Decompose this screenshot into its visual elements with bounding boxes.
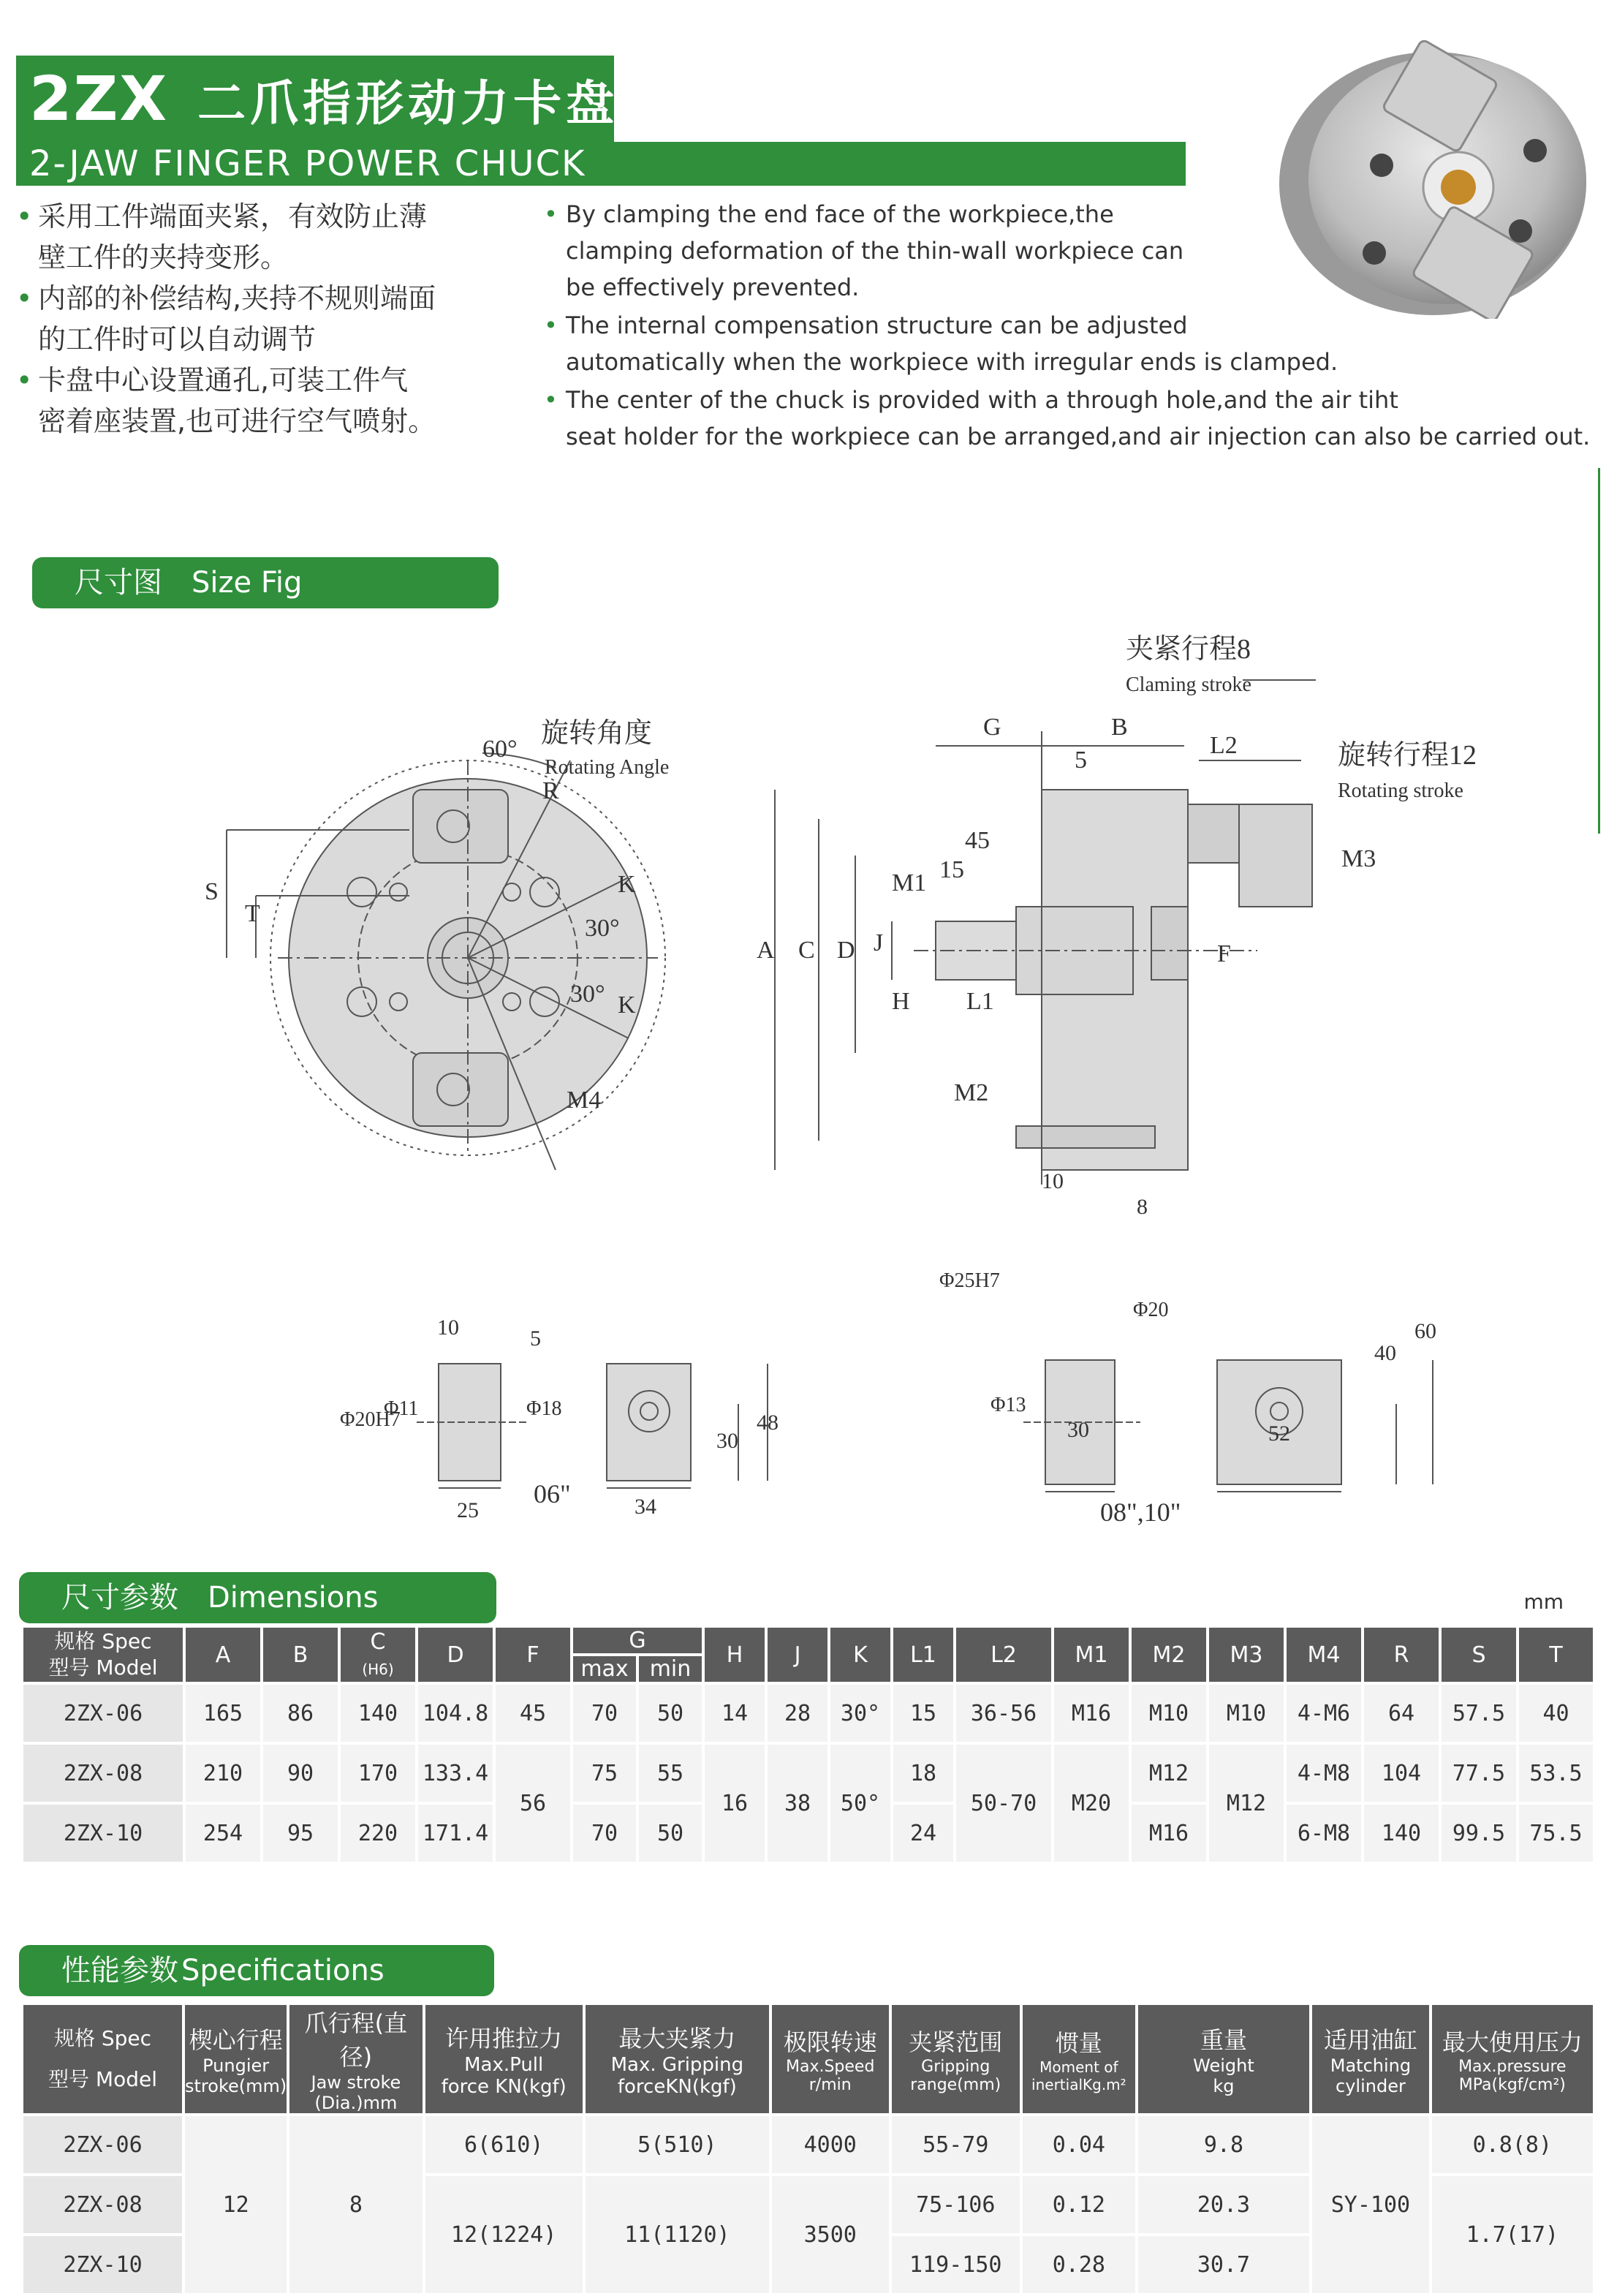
th-cylinder: 适用油缸 Matching cylinder — [1311, 2004, 1430, 2115]
label-M1: M1 — [892, 869, 927, 896]
label-H: H — [892, 988, 910, 1015]
th-M3: M3 — [1208, 1626, 1285, 1683]
label-M2: M2 — [954, 1079, 989, 1106]
label-rotating-angle-en: Rotating Angle — [545, 756, 670, 779]
th-spec-model: 规格 Spec 型号 Model — [22, 1626, 184, 1683]
label-C: C — [798, 937, 815, 964]
th-J: J — [766, 1626, 829, 1683]
label-45: 45 — [965, 827, 990, 854]
label-angle-30a: 30° — [585, 915, 620, 942]
label-T: T — [245, 900, 260, 927]
th-range: 夹紧范围 Gripping range(mm) — [890, 2004, 1021, 2115]
feature-en-2: • The internal compensation structure can be adjusted automatically when the workpiece with irregular ends is clamped. — [544, 307, 1596, 380]
jaw06-phi18: Φ18 — [526, 1397, 562, 1420]
th-pressure: 最大使用压力 Max.pressure MPa(kgf/cm²) — [1431, 2004, 1594, 2115]
jaw06-d10: 10 — [437, 1315, 459, 1340]
jaw08-phi20: Φ20 — [1133, 1299, 1169, 1321]
jaw08-caption: 08",10" — [1100, 1498, 1181, 1527]
label-L2: L2 — [1210, 732, 1238, 759]
th-pull: 许用推拉力 Max.Pull force KN(kgf) — [424, 2004, 584, 2115]
jaw08-d52: 52 — [1268, 1421, 1290, 1446]
th-M2: M2 — [1130, 1626, 1208, 1683]
th-spec-model-2: 规格 Spec 型号 Model — [22, 2004, 183, 2115]
label-B: B — [1111, 714, 1128, 741]
size-drawing — [0, 614, 1606, 1565]
section-dimensions: 尺寸参数 Dimensions — [19, 1572, 496, 1623]
th-G-min: min — [637, 1655, 703, 1683]
jaw08-d8: 8 — [1137, 1195, 1148, 1219]
th-L1: L1 — [892, 1626, 955, 1683]
th-weight: 重量 Weight kg — [1137, 2004, 1311, 2115]
feature-cn-1: • 采用工件端面夹紧，有效防止薄 壁工件的夹持变形。 — [16, 196, 528, 278]
table-row: 2ZX-10 254 95 220 171.4 70 50 24 M16 6-M8 140 99.5 75.5 — [22, 1803, 1594, 1863]
th-G: G — [572, 1626, 703, 1655]
label-clamping-stroke-en: Claming stroke — [1126, 673, 1251, 696]
jaw06-caption: 06" — [534, 1479, 571, 1508]
th-C: C (H6) — [339, 1626, 417, 1683]
jaw08-d30: 30 — [1067, 1418, 1089, 1442]
th-A: A — [184, 1626, 262, 1683]
title-en: 2-JAW FINGER POWER CHUCK — [29, 143, 586, 184]
section-size-fig: 尺寸图 Size Fig — [32, 557, 499, 608]
label-angle-30b: 30° — [570, 981, 605, 1008]
jaw08-phi25: Φ25H7 — [939, 1269, 1000, 1292]
th-speed: 极限转速 Max.Speed r/min — [770, 2004, 890, 2115]
feature-cn-2: • 内部的补偿结构,夹持不规则端面 的工件时可以自动调节 — [16, 278, 528, 360]
jaw06-d25: 25 — [457, 1498, 479, 1522]
jaw06-phi20: Φ20H7 — [340, 1408, 401, 1431]
label-A: A — [757, 937, 775, 964]
label-D: D — [837, 937, 855, 964]
th-K: K — [829, 1626, 892, 1683]
jaw06-d34: 34 — [635, 1495, 656, 1519]
jaw08-phi13: Φ13 — [991, 1394, 1026, 1416]
th-plunger: 楔心行程 Pungier stroke(mm) — [183, 2004, 288, 2115]
label-rotating-stroke-cn: 旋转行程12 — [1338, 740, 1477, 771]
product-code: 2ZX — [29, 63, 169, 135]
table-row: 2ZX-06 12 8 6(610) 5(510) 4000 55-79 0.04 9.8 SY-100 0.8(8) — [22, 2115, 1594, 2175]
unit-label: mm — [1523, 1590, 1564, 1614]
dimensions-table — [20, 1625, 1596, 1865]
label-M3: M3 — [1341, 845, 1376, 872]
jaw06-d30: 30 — [716, 1429, 738, 1453]
jaw06-phi11: Φ11 — [384, 1397, 419, 1420]
th-H: H — [703, 1626, 766, 1683]
label-K1: K — [618, 871, 636, 898]
feature-cn-3: • 卡盘中心设置通孔,可装工件气 密着座装置,也可进行空气喷射。 — [16, 360, 528, 442]
th-B: B — [262, 1626, 339, 1683]
label-F: F — [1217, 940, 1231, 967]
specifications-table — [20, 2002, 1596, 2296]
jaw08-d10: 10 — [1042, 1169, 1064, 1193]
label-5: 5 — [1075, 747, 1087, 774]
th-grip: 最大夹紧力 Max. Gripping forceKN(kgf) — [584, 2004, 770, 2115]
label-15: 15 — [939, 856, 964, 883]
table-row: 2ZX-06 165 86 140 104.8 45 70 50 14 28 30° 15 36-56 M16 M10 M10 4-M6 64 57.5 40 — [22, 1683, 1594, 1743]
label-angle-60: 60° — [482, 736, 518, 763]
label-K2: K — [618, 992, 636, 1019]
label-S: S — [205, 878, 219, 905]
section-specifications: 性能参数 Specifications — [19, 1945, 494, 1996]
table-row: 2ZX-08 210 90 170 133.4 56 75 55 16 38 50° 18 50-70 M20 M12 M12 4-M8 104 77.5 53.5 — [22, 1743, 1594, 1803]
feature-en-3: • The center of the chuck is provided with a through hole,and the air tiht seat holder for the workpiece can be arranged,and air injection can also be carried out. — [544, 382, 1596, 455]
th-M4: M4 — [1285, 1626, 1363, 1683]
title-cn: 二爪指形动力卡盘 — [197, 75, 619, 132]
features-en — [544, 196, 1596, 456]
feature-en-1: • By clamping the end face of the workpiece,the clamping deformation of the thin-wall workpiece can be effectively prevented. — [544, 196, 1596, 306]
th-jaw: 爪行程(直径) Jaw stroke (Dia.)mm — [288, 2004, 423, 2115]
label-M4: M4 — [567, 1087, 602, 1114]
label-G: G — [983, 714, 1001, 741]
label-L1: L1 — [966, 988, 994, 1015]
jaw08-d40: 40 — [1374, 1341, 1396, 1365]
jaw06-d5: 5 — [530, 1326, 541, 1351]
th-S: S — [1440, 1626, 1518, 1683]
page-title — [29, 63, 618, 135]
th-G-max: max — [572, 1655, 637, 1683]
th-L2: L2 — [955, 1626, 1053, 1683]
th-D: D — [417, 1626, 494, 1683]
label-rotating-angle-cn: 旋转角度 — [541, 718, 653, 749]
table-row: 2ZX-10 119-150 0.28 30.7 — [22, 2235, 1594, 2295]
th-M1: M1 — [1053, 1626, 1130, 1683]
th-T: T — [1518, 1626, 1594, 1683]
label-J: J — [874, 929, 884, 956]
jaw06-d48: 48 — [757, 1411, 779, 1435]
features-cn — [16, 196, 528, 442]
th-F: F — [494, 1626, 572, 1683]
jaw08-d60: 60 — [1414, 1319, 1436, 1343]
th-R: R — [1363, 1626, 1440, 1683]
table-row: 2ZX-08 12(1224) 11(1120) 3500 75-106 0.12 20.3 1.7(17) — [22, 2175, 1594, 2235]
label-rotating-stroke-en: Rotating stroke — [1338, 779, 1463, 802]
label-R: R — [542, 777, 559, 804]
label-clamping-stroke-cn: 夹紧行程8 — [1126, 634, 1251, 665]
th-inertia: 惯量 Moment of inertialKg.m² — [1021, 2004, 1137, 2115]
